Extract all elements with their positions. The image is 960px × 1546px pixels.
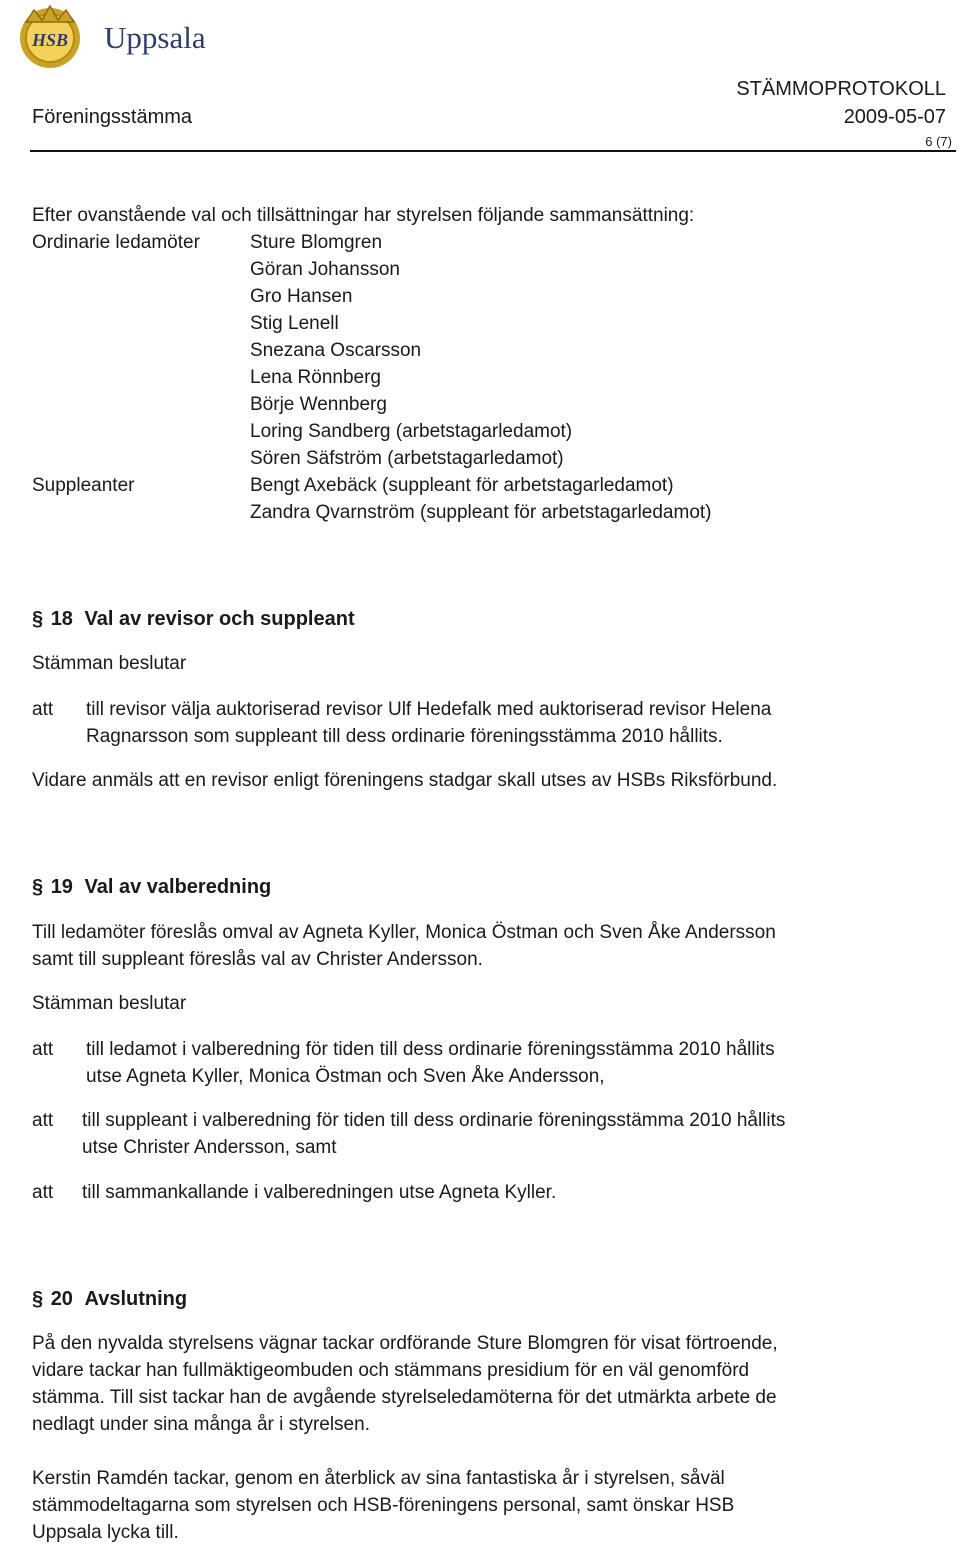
section-number: 20	[50, 1288, 73, 1310]
section-title: Val av revisor och suppleant	[84, 608, 355, 630]
board-member: Börje Wennberg	[250, 394, 387, 415]
board-member: Sören Säfström (arbetstagarledamot)	[250, 448, 564, 469]
section-19-heading	[32, 874, 271, 901]
decision-text: till revisor välja auktoriserad revisor Ulf Hedefalk med auktoriserad revisor Helena	[86, 699, 772, 720]
board-member: Stig Lenell	[250, 313, 339, 334]
att-label: att	[32, 1182, 54, 1203]
decides-label: Stämman beslutar	[32, 993, 187, 1014]
deputy-member: Zandra Qvarnström (suppleant för arbetstagarledamot)	[250, 502, 712, 523]
section-20-heading	[32, 1286, 187, 1313]
att-label: att	[32, 699, 54, 720]
decides-label: Stämman beslutar	[32, 653, 187, 674]
section-18-note: Vidare anmäls att en revisor enligt föreningens stadgar skall utses av HSBs Riksförbund.	[32, 770, 778, 791]
hsb-logo	[12, 2, 206, 72]
document-type: STÄMMOPROTOKOLL	[736, 78, 946, 100]
decision-text: till ledamot i valberedning för tiden till dess ordinarie föreningsstämma 2010 hållits	[86, 1039, 775, 1060]
board-intro: Efter ovanstående val och tillsättningar har styrelsen följande sammansättning:	[32, 205, 695, 226]
att-label: att	[32, 1110, 54, 1131]
att-label: att	[32, 1039, 54, 1060]
section-mark: §	[32, 1288, 44, 1310]
board-member: Lena Rönnberg	[250, 367, 381, 388]
section-title: Avslutning	[84, 1288, 188, 1310]
closing-text: stämma. Till sist tackar han de avgående styrelseledamöterna för det utmärkta arbete de	[32, 1387, 777, 1408]
proposal-text: samt till suppleant föreslås val av Christer Andersson.	[32, 949, 483, 970]
section-18-heading	[32, 606, 355, 633]
closing-text: vidare tackar han fullmäktigeombuden och stämmans presidium för en väl genomförd	[32, 1360, 750, 1381]
decision-text: Ragnarsson som suppleant till dess ordinarie föreningsstämma 2010 hållits.	[86, 726, 723, 747]
hsb-badge-icon	[12, 2, 92, 72]
board-member: Sture Blomgren	[250, 232, 383, 253]
section-title: Val av valberedning	[84, 876, 272, 898]
section-number: 19	[50, 876, 73, 898]
svg-text:HSB: HSB	[31, 30, 69, 50]
section-mark: §	[32, 608, 44, 630]
closing-text: nedlagt under sina många år i styrelsen.	[32, 1414, 370, 1435]
deputy-member: Bengt Axebäck (suppleant för arbetstagarledamot)	[250, 475, 674, 496]
decision-text: till sammankallande i valberedningen utse Agneta Kyller.	[82, 1182, 557, 1203]
meeting-title: Föreningsstämma	[32, 106, 193, 128]
thanks-text: stämmodeltagarna som styrelsen och HSB-föreningens personal, samt önskar HSB	[32, 1495, 735, 1516]
thanks-text: Uppsala lycka till.	[32, 1522, 179, 1543]
proposal-text: Till ledamöter föreslås omval av Agneta Kyller, Monica Östman och Sven Åke Andersson	[32, 922, 776, 943]
thanks-text: Kerstin Ramdén tackar, genom en återblick av sina fantastiska år i styrelsen, såväl	[32, 1468, 725, 1489]
section-number: 18	[50, 608, 73, 630]
ordinary-members-label: Ordinarie ledamöter	[32, 232, 200, 253]
section-mark: §	[32, 876, 44, 898]
closing-text: På den nyvalda styrelsens vägnar tackar ordförande Sture Blomgren för visat förtroende,	[32, 1333, 778, 1354]
page-number: 6 (7)	[925, 134, 952, 149]
decision-text: till suppleant i valberedning för tiden till dess ordinarie föreningsstämma 2010 hållits	[82, 1110, 786, 1131]
decision-text: utse Agneta Kyller, Monica Östman och Sven Åke Andersson,	[86, 1066, 605, 1087]
board-member: Gro Hansen	[250, 286, 353, 307]
board-member: Loring Sandberg (arbetstagarledamot)	[250, 421, 573, 442]
board-member: Snezana Oscarsson	[250, 340, 422, 361]
board-member: Göran Johansson	[250, 259, 400, 280]
deputies-label: Suppleanter	[32, 475, 135, 496]
document-date: 2009-05-07	[843, 106, 946, 128]
logo-wordmark: Uppsala	[104, 20, 206, 55]
decision-text: utse Christer Andersson, samt	[82, 1137, 337, 1158]
header-divider	[30, 150, 956, 152]
